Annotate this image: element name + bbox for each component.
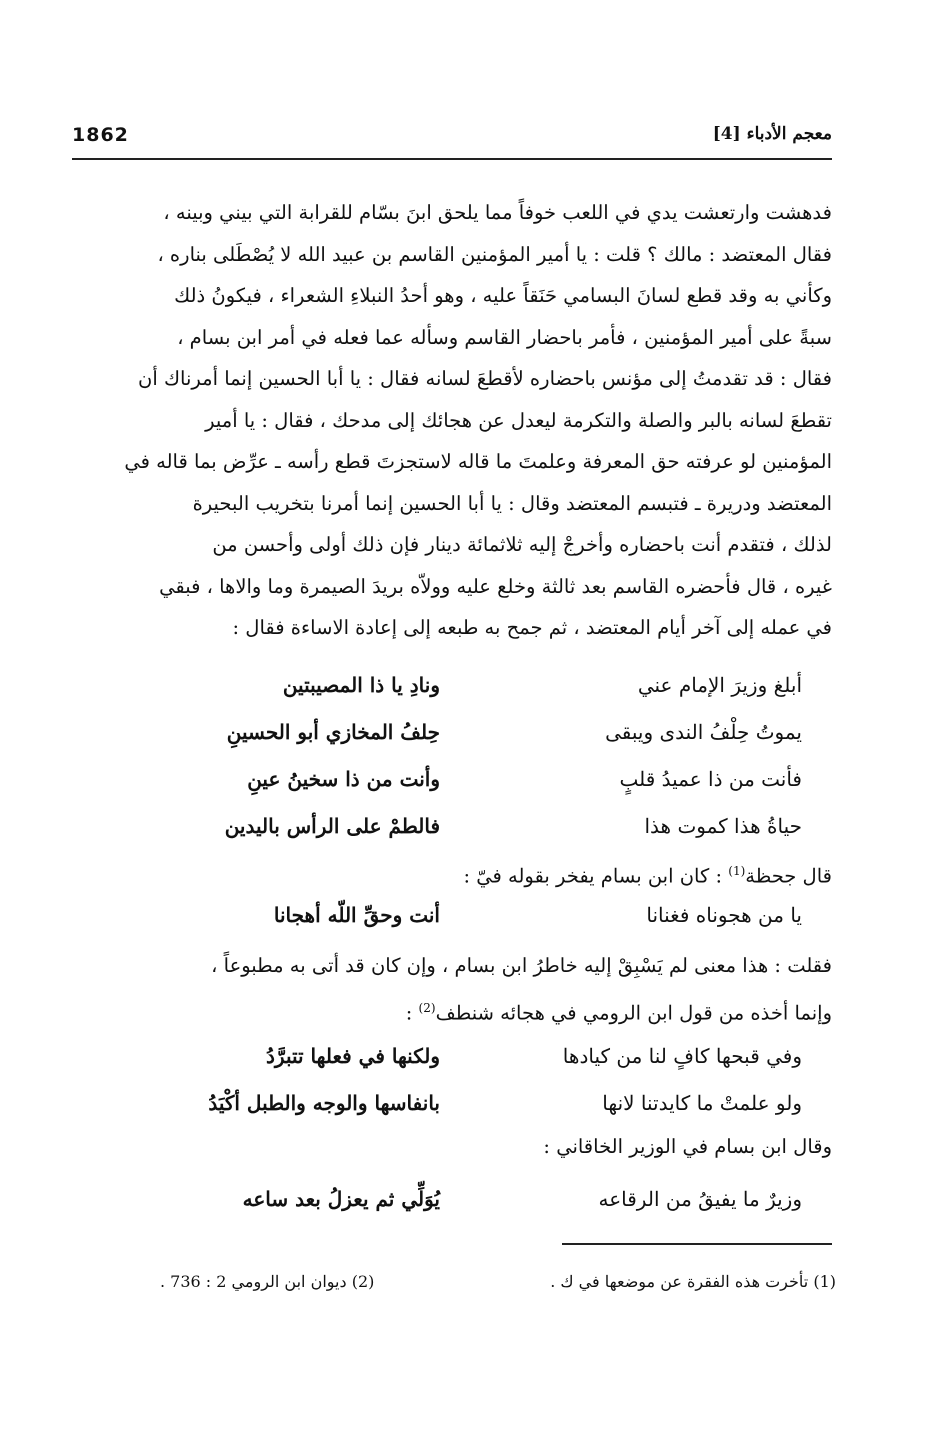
text-line: فدهشت وارتعشت يدي في اللعب خوفاً مما يلحق ابنَ بسّام للقرابة التي بيني وبينه ، [163, 201, 832, 224]
khaqani-intro-line: وقال ابن بسام في الوزير الخاقاني : [543, 1135, 832, 1158]
text-line: وكأني به وقد قطع لسانَ البسامي حَنَقاً عليه ، وهو أحدُ النبلاءِ الشعراء ، فيكونُ ذلك [174, 284, 832, 307]
footnote-ref-1: (1) [728, 864, 746, 878]
verse [72, 1080, 832, 1127]
text-line: المعتضد ودريرة ـ فتبسم المعتضد وقال : يا أبا الحسين إنما أمرنا بتخريب البحيرة [192, 491, 832, 515]
footnote-1: (1) تأخرت هذه الفقرة عن موضعها في ك . [550, 1272, 836, 1291]
text-line: لذلك ، فتقدم أنت باحضاره وأخرجْ إليه ثلاثمائة دينار فإن ذلك أولى وأحسن من [212, 533, 832, 556]
footnotes [160, 1272, 836, 1291]
text-line: في عمله إلى آخر أيام المعتضد ، ثم جمح به طبعه إلى إعادة الاساءة فقال : [232, 616, 832, 639]
poem-block-2 [72, 892, 832, 939]
jahza-intro-line [72, 850, 832, 898]
footnote-ref-2: (2) [418, 1001, 436, 1015]
text-line: فقال المعتضد : مالك ؟ قلت : يا أمير المؤمنين القاسم بن عبيد الله لا يُصْطَلى بناره ، [157, 242, 832, 266]
verse [72, 1033, 832, 1080]
verse-first-hemistich: فأنت من ذا عميدُ قلبٍ [619, 767, 802, 791]
verse-second-hemistich: وأنت من ذا سخينُ عينِ [247, 767, 440, 791]
main-paragraph [72, 192, 832, 649]
verse-first-hemistich: وزيرٌ ما يفيقُ من الرقاعه [598, 1187, 802, 1211]
footnote-separator [562, 1243, 832, 1245]
text-line: غيره ، قال فأحضره القاسم بعد ثالثة وخلع عليه وولاّه بريدَ الصيمرة وما والاها ، فبقي [159, 574, 832, 598]
verse-second-hemistich: حِلفُ المخازي أبو الحسينِ [226, 720, 440, 744]
text-line: تقطعَ لسانه بالبر والصلة والتكرمة ليعدل عن هجائك إلى مدحك ، فقال : يا أمير [205, 408, 832, 432]
verse-first-hemistich: يموتُ حِلْفُ الندى ويبقى [605, 720, 802, 744]
verse-second-hemistich: أنت وحقِّ اللّه أهجانا [273, 903, 440, 927]
verse-first-hemistich: وفي قبحها كافٍ لنا من كيادها [562, 1044, 802, 1068]
poem-block-3 [72, 1033, 832, 1127]
running-title: معجم الأدباء [4] [712, 124, 832, 144]
page-number: 1862 [72, 124, 129, 146]
text-line: المؤمنين لو عرفته حق المعرفة وعلمتَ ما قاله لاستجزتَ قطع رأسه ـ عرِّض بما قاله في [124, 450, 832, 473]
poem-block-1 [72, 662, 832, 850]
verse-first-hemistich: أبلغ وزيرَ الإمام عني [637, 673, 802, 697]
poem-block-4 [72, 1176, 832, 1223]
verse-second-hemistich: فالطمْ على الرأس باليدين [224, 814, 440, 838]
verse [72, 709, 832, 756]
jahza-intro: قال جحظة [745, 864, 832, 888]
shantaf-intro-rest: : [405, 1001, 419, 1025]
text-line: سبةً على أمير المؤمنين ، فأمر باحضار القاسم وسأله عما فعله في أمر ابن بسام ، [177, 325, 832, 349]
verse [72, 756, 832, 803]
shantaf-intro-line [72, 987, 832, 1035]
shantaf-intro: وإنما أخذه من قول ابن الرومي في هجائه شنطف [435, 1001, 832, 1025]
verse [72, 892, 832, 939]
text-line: فقال : قد تقدمتُ إلى مؤنس باحضاره لأقطعَ لسانه فقال : يا أبا الحسين إنما أمرناك أن [138, 367, 832, 390]
verse-second-hemistich: بانفاسها والوجه والطبل أكْيَدُ [208, 1091, 440, 1115]
verse-second-hemistich: ونادِ يا ذا المصيبتين [282, 673, 440, 697]
text-line: فقلت : هذا معنى لم يَسْبِقْ إليه خاطرُ ابن بسام ، وإن كان قد أتى به مطبوعاً ، [211, 954, 832, 977]
page-header [72, 118, 832, 160]
jahza-intro-rest: : كان ابن بسام يفخر بقوله فيّ : [463, 864, 729, 888]
verse [72, 1176, 832, 1223]
verse [72, 803, 832, 850]
verse [72, 662, 832, 709]
verse-second-hemistich: ولكنها في فعلها تتبرَّدُ [266, 1044, 440, 1068]
footnote-2: (2) ديوان ابن الرومي 2 : 736 . [160, 1272, 375, 1291]
verse-first-hemistich: حياةُ هذا كموت هذا [644, 814, 802, 838]
verse-first-hemistich: ولو علمتْ ما كايدتنا لانها [602, 1091, 802, 1115]
verse-first-hemistich: يا من هجوناه فغنانا [646, 903, 802, 927]
verse-second-hemistich: يُوَلِّي ثم يعزلُ بعد ساعه [242, 1187, 440, 1211]
